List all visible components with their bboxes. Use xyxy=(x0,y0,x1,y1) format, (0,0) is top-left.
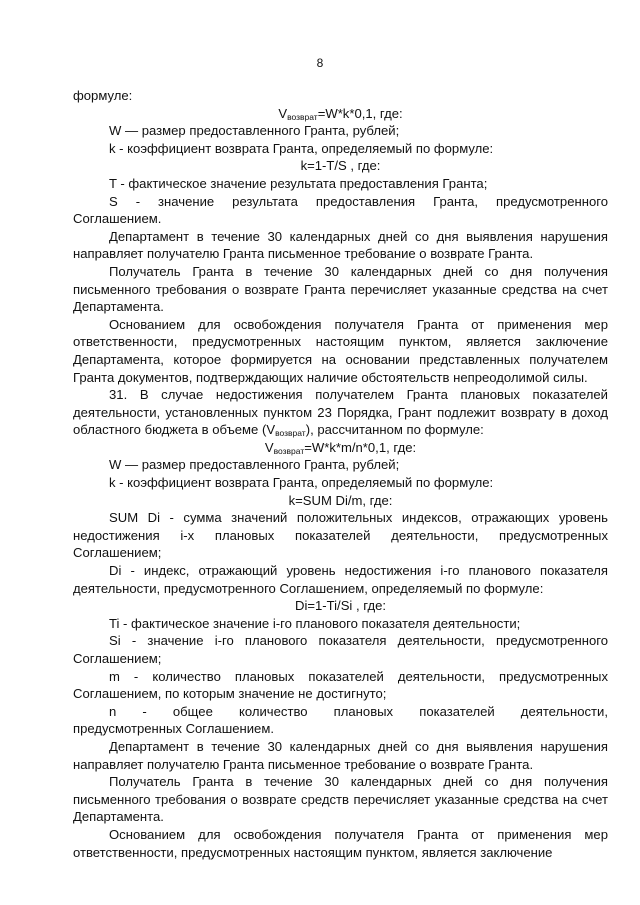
formula-k-2: k=SUM Di/m, где: xyxy=(288,492,393,508)
definition-w: W — размер предоставленного Гранта, рублей; xyxy=(109,123,400,139)
paragraph-exemption-2: Основанием для освобождения получателя Гранта от применения мер ответственности, предусмотренных настоящим пунктом, является заключение xyxy=(73,826,608,860)
formula-return-amount xyxy=(73,105,608,123)
item-31-text: 31. В случае недостижения получателем Гранта плановых показателей деятельности, установленных пунктом 23 Порядка, Грант подлежит возврату в доход областного бюджета в объеме (V xyxy=(73,387,608,438)
formula-v: V xyxy=(278,105,288,121)
definition-s: S - значение результата предоставления Гранта, предусмотренного Соглашением. xyxy=(73,193,608,227)
formula-v: V xyxy=(264,439,274,455)
definition-w-2: W — размер предоставленного Гранта, рублей; xyxy=(109,457,400,473)
formula-subscript: возврат xyxy=(273,445,305,456)
item-31-subscript: возврат xyxy=(275,428,306,439)
formula-expression: =W*k*m/n*0,1, где: xyxy=(304,439,417,455)
definition-m: m - количество плановых показателей деятельности, предусмотренных Соглашением, по которым значение не достигнуто; xyxy=(73,668,608,702)
definition-n-end: предусмотренных Соглашением. xyxy=(73,721,274,737)
paragraph-recipient-transfer: Получатель Гранта в течение 30 календарных дней со дня получения письменного требования о возврате Гранта перечисляет указанные средства на счет Департамента. xyxy=(73,263,608,315)
definition-k: k - коэффициент возврата Гранта, определяемый по формуле: xyxy=(109,140,494,156)
formula-k: k=1-T/S , где: xyxy=(300,158,381,174)
definition-sum-di: SUM Di - сумма значений положительных индексов, отражающих уровень недостижения i-х плановых показателей деятельности, предусмотренных Соглашением; xyxy=(73,510,608,561)
definition-k-2: k - коэффициент возврата Гранта, определяемый по формуле: xyxy=(109,475,494,491)
definition-n: n - общее количество плановых показателей деятельности, xyxy=(109,703,608,719)
paragraph-exemption: Основанием для освобождения получателя Гранта от применения мер ответственности, предусмотренных настоящим пунктом, является заключение Департамента, которое формируется на основании представленных получателем Гранта документов, подтверждающих наличие обстоятельств непреодолимой силы. xyxy=(73,316,608,385)
page-number: 8 xyxy=(316,56,324,70)
document-body xyxy=(73,87,608,861)
formula-expression: =W*k*0,1, где: xyxy=(317,105,403,121)
formula-return-amount-2 xyxy=(73,439,608,457)
paragraph-item-31 xyxy=(73,386,608,439)
paragraph-department-notice: Департамент в течение 30 календарных дней со дня выявления нарушения направляет получателю Гранта письменное требование о возврате Гранта. xyxy=(73,228,608,262)
definition-di: Di - индекс, отражающий уровень недостижения i-го планового показателя деятельности, предусмотренного Соглашением, определяемый по формуле: xyxy=(73,563,608,596)
formula-di: Di=1-Ti/Si , где: xyxy=(294,598,387,614)
formula-subscript: возврат xyxy=(287,111,318,122)
paragraph-recipient-transfer-2: Получатель Гранта в течение 30 календарных дней со дня получения письменного требования о возврате средств перечисляет указанные средства на счет Департамента. xyxy=(73,774,608,825)
definition-si: Si - значение i-го планового показателя деятельности, предусмотренного Соглашением; xyxy=(73,633,608,666)
definition-ti: Ti - фактическое значение i-го планового показателя деятельности; xyxy=(109,615,521,631)
definition-t: T - фактическое значение результата предоставления Гранта; xyxy=(109,175,488,191)
paragraph-continuation: формуле: xyxy=(73,88,133,103)
item-31-text-end: ), рассчитанном по формуле: xyxy=(305,422,484,438)
paragraph-department-notice-2: Департамент в течение 30 календарных дней со дня выявления нарушения направляет получателю Гранта письменное требование о возврате Гранта. xyxy=(73,738,608,772)
